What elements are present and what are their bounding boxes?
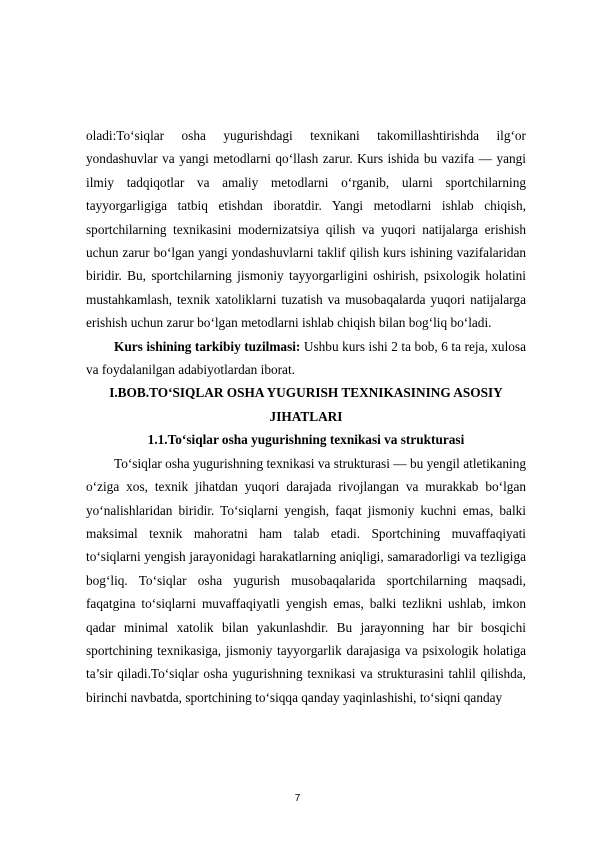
structure-label: Kurs ishining tarkibiy tuzilmasi:: [114, 338, 301, 354]
structure-paragraph: [86, 335, 526, 382]
body-paragraph-section: To‘siqlar osha yugurishning texnikasi va strukturasi — bu yengil atletikaning o‘ziga xos, texnik jihatdan yuqori darajada rivojlangan va murakkab bo‘lgan yo‘nalishlaridan biridir. To‘siqlarni yengish, faqat jismoniy kuchni emas, balki maksimal texnik mahoratni ham talab etadi. Sportchining muvaffaqiyati to‘siqlarni yengish jarayonidagi harakatlarning aniqligi, samaradorligi va tezligiga bog‘liq. To‘siqlar osha yugurish musobaqalarida sportchilarning maqsadi, faqatgina to‘siqlarni muvaffaqiyatli yengish emas, balki tezlikni ushlab, imkon qadar minimal xatolik bilan yakunlashdir. Bu jarayonning har bir bosqichi sportchining texnikasiga, jismoniy tayyorgarlik darajasiga va psixologik holatiga ta’sir qiladi.To‘siqlar osha yugurishning texnikasi va strukturasini tahlil qilishda, birinchi navbatda, sportchining to‘siqqa qanday yaqinlashishi, to‘siqni qanday: [86, 455, 526, 705]
chapter-heading: I.BOB.TO‘SIQLAR OSHA YUGURISH TEXNIKASINING ASOSIY JIHATLARI: [109, 385, 503, 424]
structure-text: Ushbu kurs ishi 2 ta bob, 6 ta reja, xulosa va foydalanilgan adabiyotlardan iborat.: [86, 338, 526, 378]
section-heading: 1.1.To‘siqlar osha yugurishning texnikasi va strukturasi: [147, 432, 465, 448]
page-number: 7: [294, 793, 301, 804]
document-body: [86, 124, 526, 709]
body-paragraph-intro: oladi:To‘siqlar osha yugurishdagi texnikani takomillashtirishda ilg‘or yondashuvlar va yangi metodlarni qo‘llash zarur. Kurs ishida bu vazifa — yangi ilmiy tadqiqotlar va amaliy metodlarni o‘rganib, ularni sportchilarning tayyorgarligiga tatbiq etishdan iboratdir. Yangi metodlarni ishlab chiqish, sportchilarning texnikasini modernizatsiya qilish va yuqori natijalarga erishish uchun zarur bo‘lgan yangi yondashuvlarni taklif qilish kurs ishining vazifalaridan biridir. Bu, sportchilarning jismoniy tayyorgarligini oshirish, psixologik holatini mustahkamlash, texnik xatoliklarni tuzatish va musobaqalarda yuqori natijalarga erishish uchun zarur bo‘lgan metodlarni ishlab chiqish bilan bog‘liq bo‘ladi.: [86, 128, 526, 331]
